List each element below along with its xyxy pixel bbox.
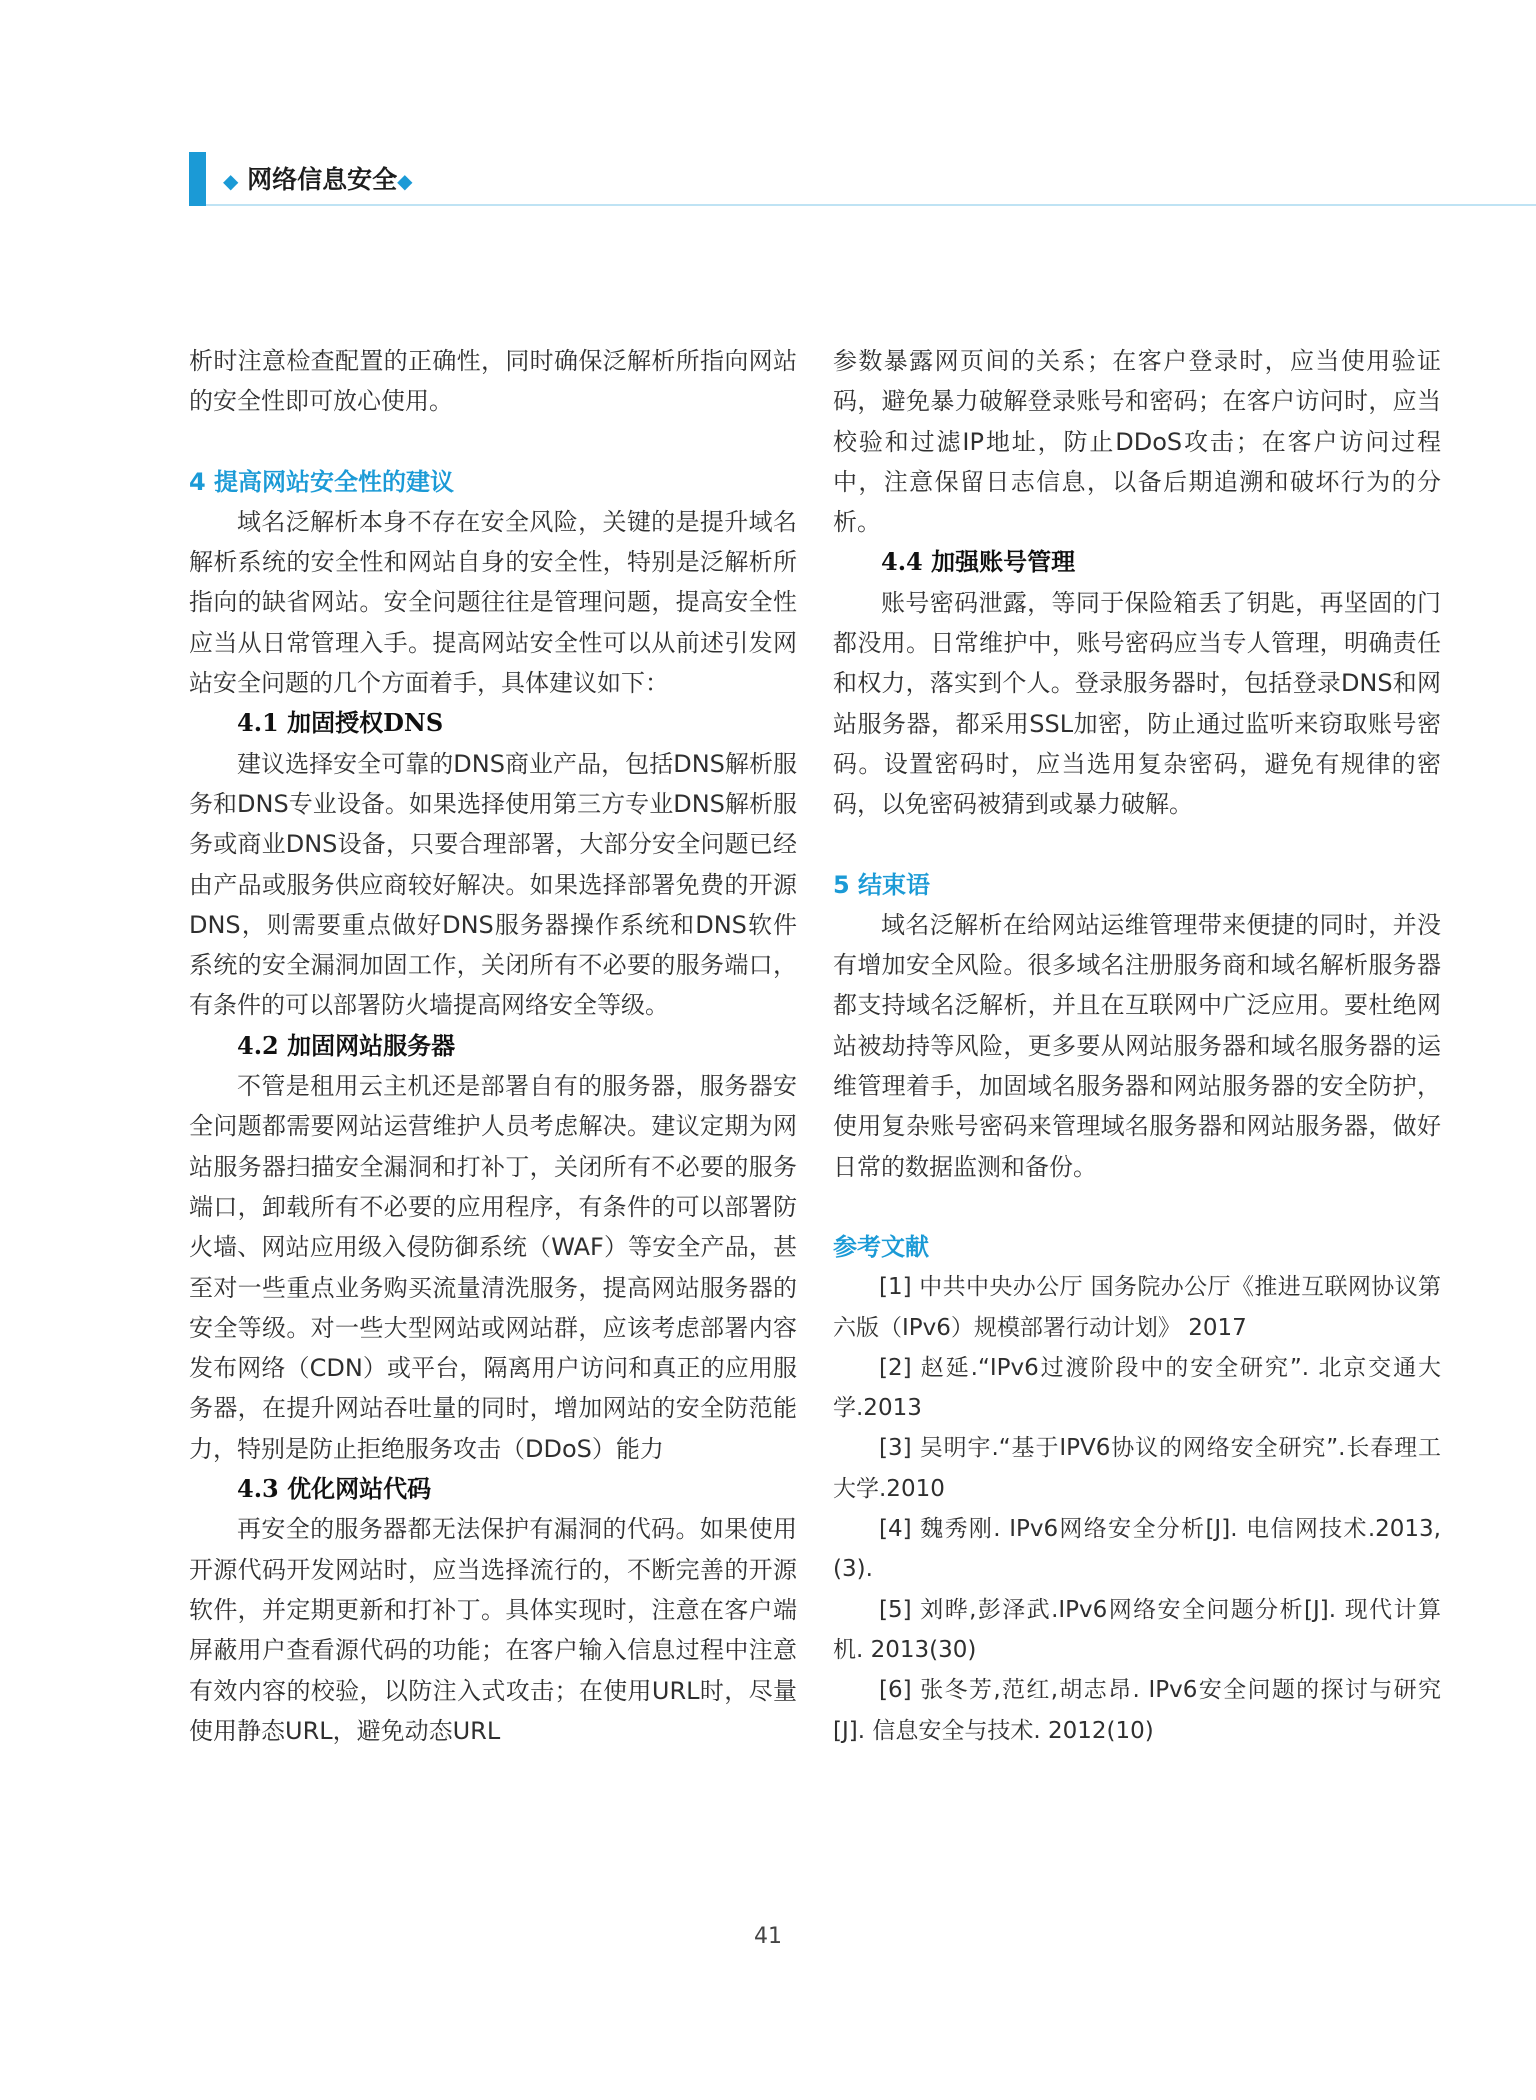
paragraph: 析时注意检查配置的正确性，同时确保泛解析所指向网站的安全性即可放心使用。 [189,347,797,416]
section-title-text: 网络信息安全 [247,165,398,194]
references-heading: 参考文献 [833,1232,929,1261]
spacer [189,422,797,462]
header-accent-bar [189,152,206,206]
paragraph: 账号密码泄露，等同于保险箱丢了钥匙，再坚固的门都没用。日常维护中，账号密码应当专人管理，明确责任和权力，落实到个人。登录服务器时，包括登录DNS和网站服务器，都采用SSL加密，防止通过监听来窃取账号密码。设置密码时，应当选用复杂密码，避免有规律的密码，以免密码被猜到或暴力破解。 [833,588,1441,819]
reference-item: [1] 中共中央办公厅 国务院办公厅《推进互联网协议第六版（IPv6）规模部署行动计划》 2017 [833,1274,1441,1341]
reference-item: [4] 魏秀刚. IPv6网络安全分析[J]. 电信网技术.2013,(3). [833,1516,1441,1583]
paragraph: 再安全的服务器都无法保护有漏洞的代码。如果使用开源代码开发网站时，应当选择流行的，不断完善的开源软件，并定期更新和打补丁。具体实现时，注意在客户端屏蔽用户查看源代码的功能；在客户输入信息过程中注意有效内容的校验，以防注入式攻击；在使用URL时，尽量使用静态URL，避免动态URL [189,1515,797,1745]
spacer [833,1187,1441,1227]
subsection-heading: 4.3 优化网站代码 [237,1474,432,1504]
header-rule [206,204,1536,206]
right-column [833,341,1441,1751]
paragraph: 域名泛解析本身不存在安全风险，关键的是提升域名解析系统的安全性和网站自身的安全性，特别是泛解析所指向的缺省网站。安全问题往往是管理问题，提高安全性应当从日常管理入手。提高网站安全性可以从前述引发网站安全问题的几个方面着手，具体建议如下： [189,507,797,698]
section-title [223,160,413,196]
section-heading: 4 提高网站安全性的建议 [189,467,455,496]
left-column [189,341,797,1751]
reference-item: [6] 张冬芳,范红,胡志昂. IPv6安全问题的探讨与研究[J]. 信息安全与技术. 2012(10) [833,1677,1441,1744]
paragraph: 建议选择安全可靠的DNS商业产品，包括DNS解析服务和DNS专业设备。如果选择使用第三方专业DNS解析服务或商业DNS设备，只要合理部署，大部分安全问题已经由产品或服务供应商较好解决。如果选择部署免费的开源DNS，则需要重点做好DNS服务器操作系统和DNS软件系统的安全漏洞加固工作，关闭所有不必要的服务端口，有条件的可以部署防火墙提高网络安全等级。 [189,749,797,1020]
paragraph: 不管是租用云主机还是部署自有的服务器，服务器安全问题都需要网站运营维护人员考虑解决。建议定期为网站服务器扫描安全漏洞和打补丁，关闭所有不必要的服务端口，卸载所有不必要的应用程序，有条件的可以部署防火墙、网站应用级入侵防御系统（WAF）等安全产品，甚至对一些重点业务购买流量清洗服务，提高网站服务器的安全等级。对一些大型网站或网站群，应该考虑部署内容发布网络（CDN）或平台，隔离用户访问和真正的应用服务器，在提升网站吞吐量的同时，增加网站的安全防范能力，特别是防止拒绝服务攻击（DDoS）能力 [189,1072,797,1463]
diamond-icon: ◆ [223,169,239,193]
subsection-heading: 4.2 加固网站服务器 [237,1030,456,1060]
spacer [833,825,1441,865]
subsection-heading: 4.4 加强账号管理 [881,547,1076,577]
subsection-heading: 4.1 加固授权DNS [237,708,444,738]
diamond-icon: ◆ [397,169,413,193]
paragraph: 域名泛解析在给网站运维管理带来便捷的同时，并没有增加安全风险。很多域名注册服务商和域名解析服务器都支持域名泛解析，并且在互联网中广泛应用。要杜绝网站被劫持等风险，更多要从网站服务器和域名服务器的运维管理着手，加固域名服务器和网站服务器的安全防护，使用复杂账号密码来管理域名服务器和网站服务器，做好日常的数据监测和备份。 [833,910,1441,1181]
reference-item: [5] 刘晔,彭泽武.IPv6网络安全问题分析[J]. 现代计算机. 2013(30) [833,1596,1441,1663]
reference-item: [2] 赵延.“IPv6过渡阶段中的安全研究”. 北京交通大学.2013 [833,1354,1441,1422]
reference-item: [3] 吴明宇.“基于IPV6协议的网络安全研究”.长春理工大学.2010 [833,1435,1441,1502]
paragraph: 参数暴露网页间的关系；在客户登录时，应当使用验证码，避免暴力破解登录账号和密码；在客户访问时，应当校验和过滤IP地址，防止DDoS攻击；在客户访问过程中，注意保留日志信息，以备后期追溯和破坏行为的分析。 [833,347,1441,537]
page-number: 41 [754,1924,782,1949]
section-heading: 5 结束语 [833,870,931,899]
page-header [189,152,1536,206]
